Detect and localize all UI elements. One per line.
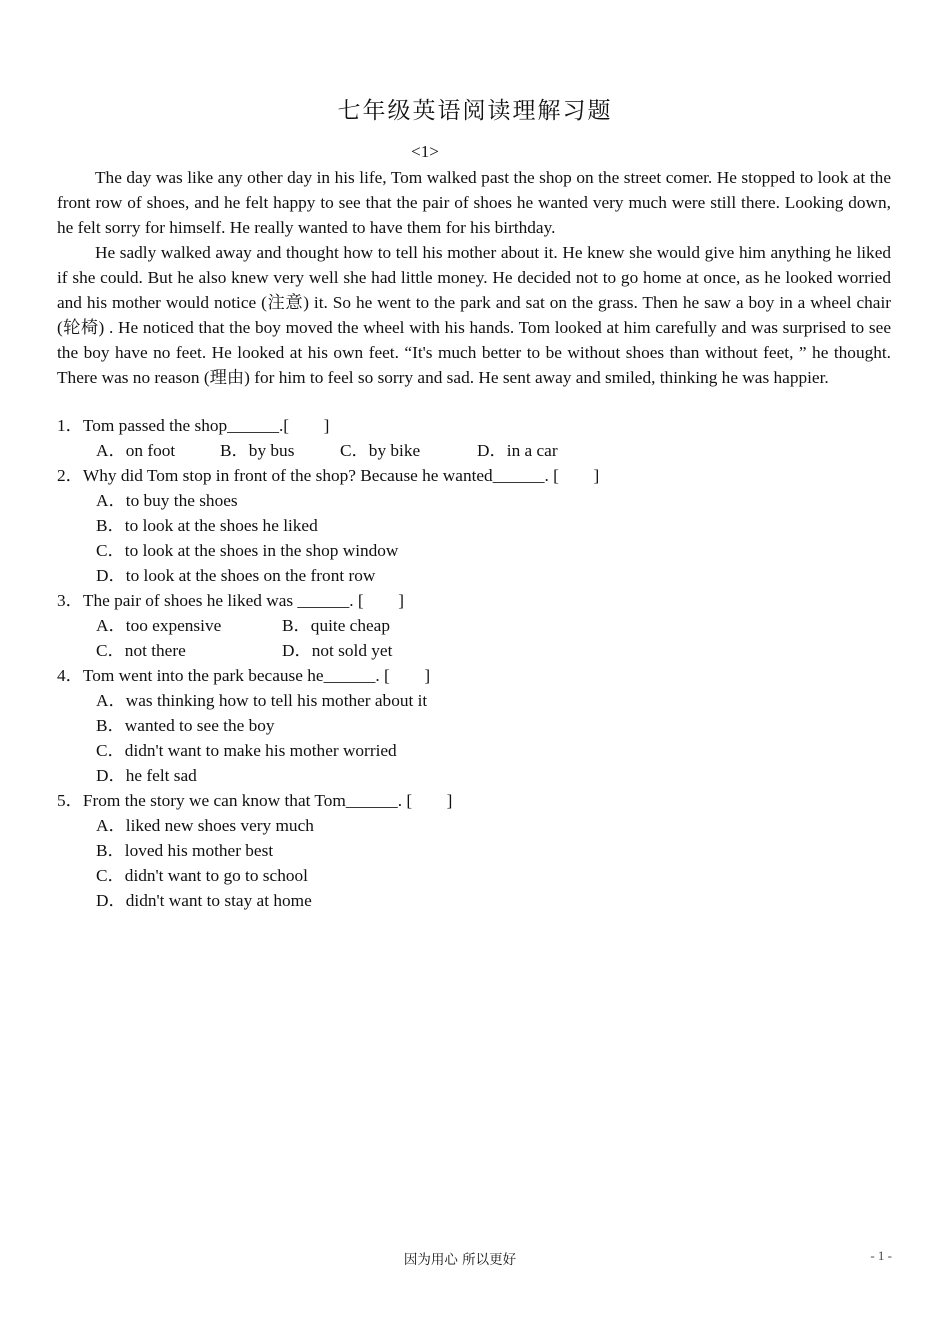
option-row <box>96 638 891 663</box>
option-row <box>96 713 891 738</box>
option-row <box>96 888 891 913</box>
page-title: 七年级英语阅读理解习题 <box>337 98 613 124</box>
answer-option: B．wanted to see the boy <box>96 716 275 735</box>
option-row <box>96 838 891 863</box>
option-row <box>96 438 891 463</box>
answer-option: A．too expensive <box>96 616 222 635</box>
answer-option: B．to look at the shoes he liked <box>96 516 318 535</box>
section-label: <1> <box>411 142 439 161</box>
passage-paragraph: He sadly walked away and thought how to tell his mother about it. He knew she would give him anything he liked if she could. But he also knew very well she had little money. He decided not to go home at once, as he looked worried and his mother would notice (注意) it. So he went to the park and sat on the grass. Then he saw a boy in a wheel chair (轮椅) . He noticed that the boy moved the wheel with his hands. Tom looked at him carefully and was surprised to see the boy have no feet. He looked at his own feet. “It's much better to be without shoes than without feet, ” he thought. There was no reason (理由) for him to feel so sorry and sad. He sent away and smiled, thinking he was happier. <box>57 243 891 387</box>
question-stem: 5．From the story we can know that Tom______. [ ] <box>57 791 453 810</box>
option-row <box>96 488 891 513</box>
question-item <box>57 788 891 913</box>
question-item <box>57 463 891 588</box>
passage-paragraph: The day was like any other day in his life, Tom walked past the shop on the street comer. He stopped to look at the front row of shoes, and he felt happy to see that the pair of shoes he wanted very much were still there. Looking down, he felt sorry for himself. He really wanted to have them for his birthday. <box>57 168 891 237</box>
question-stem: 2．Why did Tom stop in front of the shop? Because he wanted______. [ ] <box>57 466 600 485</box>
question-list <box>57 413 891 913</box>
question-stem: 1．Tom passed the shop______.[ ] <box>57 416 330 435</box>
answer-options <box>57 813 891 913</box>
reading-passage <box>57 165 891 390</box>
option-row <box>96 513 891 538</box>
option-row <box>96 738 891 763</box>
answer-options <box>57 488 891 588</box>
question-stem: 3．The pair of shoes he liked was ______. [ ] <box>57 591 404 610</box>
answer-option: D．in a car <box>477 441 558 460</box>
option-row <box>96 613 891 638</box>
answer-option: A．liked new shoes very much <box>96 816 314 835</box>
answer-option: A．was thinking how to tell his mother about it <box>96 691 428 710</box>
answer-option: C．to look at the shoes in the shop window <box>96 541 399 560</box>
option-row <box>96 688 891 713</box>
answer-option: C．by bike <box>340 441 421 460</box>
option-row <box>96 538 891 563</box>
answer-option: C．not there <box>96 641 186 660</box>
option-row <box>96 763 891 788</box>
option-row <box>96 813 891 838</box>
page-number: - 1 - <box>870 1248 892 1263</box>
question-item <box>57 588 891 663</box>
footer-motto: 因为用心 所以更好 <box>403 1252 517 1268</box>
answer-option: D．not sold yet <box>282 641 393 660</box>
answer-options <box>57 438 891 463</box>
answer-option: B．quite cheap <box>282 616 390 635</box>
answer-option: C．didn't want to make his mother worried <box>96 741 397 760</box>
answer-option: A．to buy the shoes <box>96 491 238 510</box>
question-item <box>57 663 891 788</box>
question-stem: 4．Tom went into the park because he______. [ ] <box>57 666 431 685</box>
question-item <box>57 413 891 463</box>
answer-option: A．on foot <box>96 441 176 460</box>
answer-option: D．to look at the shoes on the front row <box>96 566 376 585</box>
answer-option: C．didn't want to go to school <box>96 866 308 885</box>
answer-options <box>57 688 891 788</box>
option-row <box>96 863 891 888</box>
answer-options <box>57 613 891 663</box>
answer-option: B．loved his mother best <box>96 841 274 860</box>
answer-option: D．didn't want to stay at home <box>96 891 312 910</box>
option-row <box>96 563 891 588</box>
answer-option: D．he felt sad <box>96 766 197 785</box>
answer-option: B．by bus <box>220 441 295 460</box>
